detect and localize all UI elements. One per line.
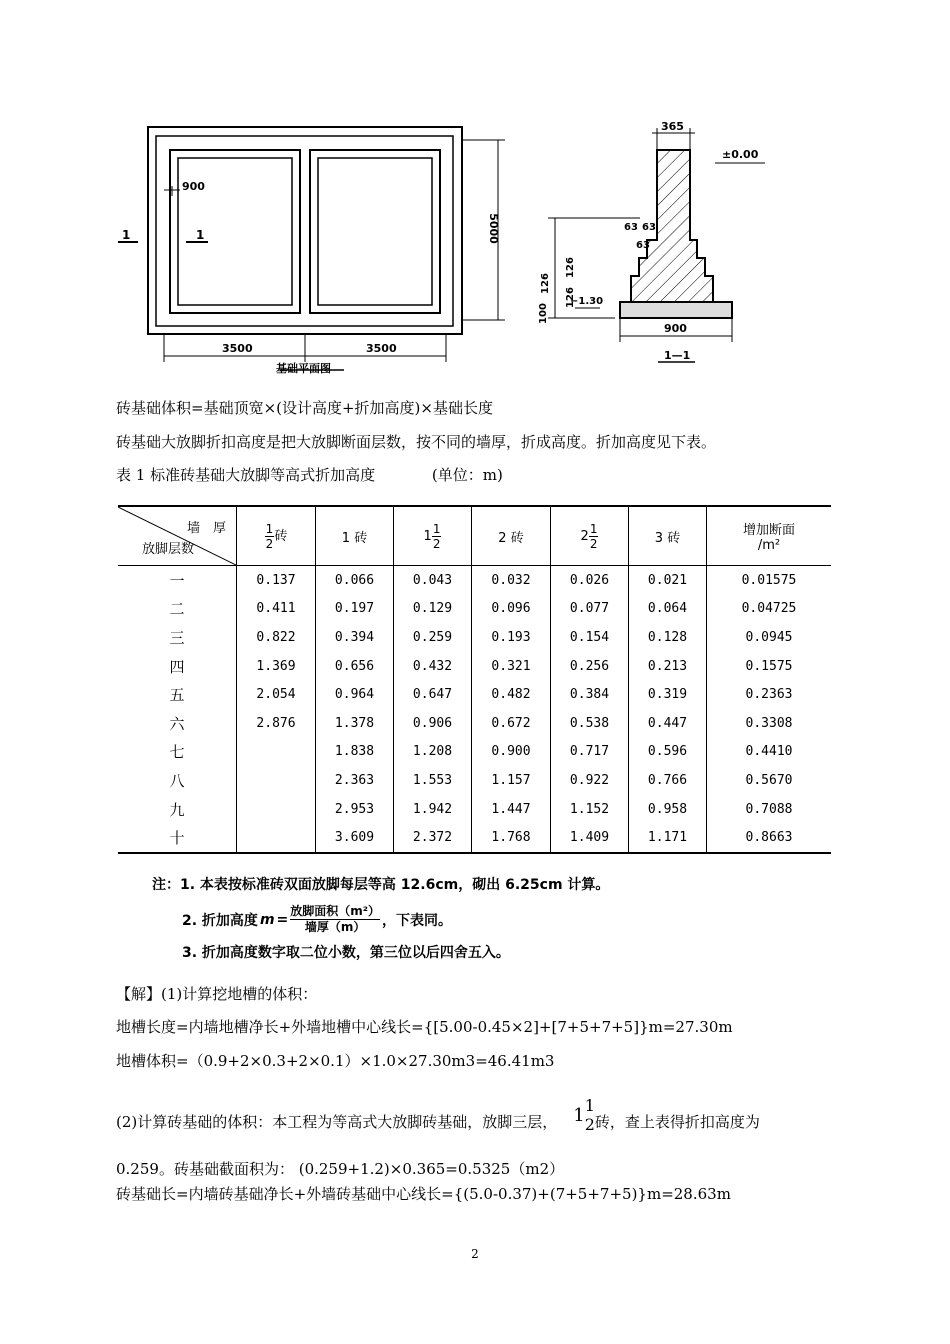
- table-header-row: [118, 506, 831, 566]
- section-dim-63b: 63: [642, 222, 656, 233]
- header-added-area: 增加断面 /m²: [707, 506, 832, 566]
- section-elev-bottom: −1.30: [570, 296, 604, 307]
- table-corner-cell: [118, 506, 237, 566]
- corner-footing-layers: 放脚层数: [142, 542, 195, 557]
- section-dim-63c: 63: [636, 240, 650, 251]
- formula-text: 砖基础体积=基础顶宽×(设计高度+折加高度)×基础长度: [116, 399, 493, 417]
- plan-dim-3500-right: 3500: [366, 342, 397, 355]
- solution-line-1: 地槽长度=内墙地槽净长+外墙地槽中心线长={[5.00-0.45×2]+[7+5+7+5]}m=27.30m: [116, 1018, 733, 1036]
- header-one-half-brick: 1 $\frac{1}{2}$: [394, 506, 472, 566]
- page-number: 2: [471, 1247, 479, 1261]
- solution-heading: 【解】(1)计算挖地槽的体积：: [116, 985, 318, 1003]
- plan-dim-5000: 5000: [486, 213, 500, 244]
- header-two-brick: 2 砖: [472, 506, 551, 566]
- header-two-half-brick: 2 $\frac{1}{2}$: [551, 506, 629, 566]
- table-row: 五 2.054 0.964 0.647 0.482 0.384 0.319 0.2363: [118, 680, 831, 709]
- section-dim-100: 100: [537, 303, 549, 324]
- table-note-3: 3. 折加高度数字取二位小数，第三位以后四舍五入。: [182, 945, 510, 961]
- table-row: 二 0.411 0.197 0.129 0.096 0.077 0.064 0.04725: [118, 595, 831, 624]
- step2-fraction: 1 2: [584, 1096, 595, 1134]
- plan-title: 基础平面图: [276, 362, 331, 375]
- plan-section-mark-outer: 1: [122, 228, 131, 242]
- foundation-drawing: [0, 110, 950, 390]
- corner-wall-thickness: 墙 厚: [186, 521, 226, 536]
- header-one-brick: 1 砖: [316, 506, 394, 566]
- table-row: 一 0.137 0.066 0.043 0.032 0.026 0.021 0.01575: [118, 566, 831, 595]
- section-dim-126c: 126: [564, 287, 576, 308]
- step2-whole: 1: [573, 1105, 585, 1126]
- table-row: 九 2.953 1.942 1.447 1.152 0.958 0.7088: [118, 795, 831, 824]
- solution-line-3: 0.259。砖基础截面积为： (0.259+1.2)×0.365=0.5325（m2）: [116, 1160, 565, 1178]
- section-dim-126a: 126: [564, 257, 576, 278]
- plan-section-mark-inner: 1: [196, 228, 205, 242]
- table-note-1: 注：1. 本表按标准砖双面放脚每层等高 12.6cm，砌出 6.25cm 计算。: [152, 877, 610, 893]
- table-row: 七 1.838 1.208 0.900 0.717 0.596 0.4410: [118, 738, 831, 767]
- table-row: 十 3.609 2.372 1.768 1.409 1.171 0.8663: [118, 823, 831, 853]
- table-row: 八 2.363 1.553 1.157 0.922 0.766 0.5670: [118, 766, 831, 795]
- header-three-brick: 3 砖: [629, 506, 707, 566]
- table-note-2: 2. 折加高度 m = 放脚面积（m²） 墙厚（m） ，下表同。: [182, 904, 453, 934]
- solution-line-4: 砖基础长=内墙砖基础净长+外墙砖基础中心线长={(5.0-0.37)+(7+5+7+5)}m=28.63m: [116, 1185, 731, 1203]
- table-caption-unit: (单位：m): [431, 466, 503, 484]
- header-half-brick: $\frac{1}{2}$ 砖: [237, 506, 316, 566]
- plan-dim-900: 900: [182, 180, 205, 193]
- table-row: 四 1.369 0.656 0.432 0.321 0.256 0.213 0.1575: [118, 652, 831, 681]
- section-dim-126b: 126: [539, 273, 551, 294]
- table-caption: [116, 465, 503, 485]
- plan-dim-3500-left: 3500: [222, 342, 253, 355]
- fold-height-table: [118, 505, 831, 854]
- solution-line-2: 地槽体积=（0.9+2×0.3+2×0.1）×1.0×27.30m3=46.41m3: [116, 1052, 555, 1070]
- section-dim-365: 365: [661, 120, 684, 133]
- table-row: 六 2.876 1.378 0.906 0.672 0.538 0.447 0.3308: [118, 709, 831, 738]
- table-row: 三 0.822 0.394 0.259 0.193 0.154 0.128 0.0945: [118, 623, 831, 652]
- section-title: 1—1: [664, 349, 691, 362]
- solution-step-2: (2)计算砖基础的体积：本工程为等高式大放脚砖基础，放脚三层， 1 1 2 砖，查上表得折扣高度为: [116, 1096, 760, 1134]
- explain-text: 砖基础大放脚折扣高度是把大放脚断面层数，按不同的墙厚，折成高度。折加高度见下表。: [116, 433, 717, 451]
- section-dim-63a: 63: [624, 222, 638, 233]
- section-dim-900: 900: [664, 322, 687, 335]
- table-caption-title: 表 1 标准砖基础大放脚等高式折加高度: [116, 466, 376, 484]
- section-elev-top: ±0.00: [722, 148, 759, 161]
